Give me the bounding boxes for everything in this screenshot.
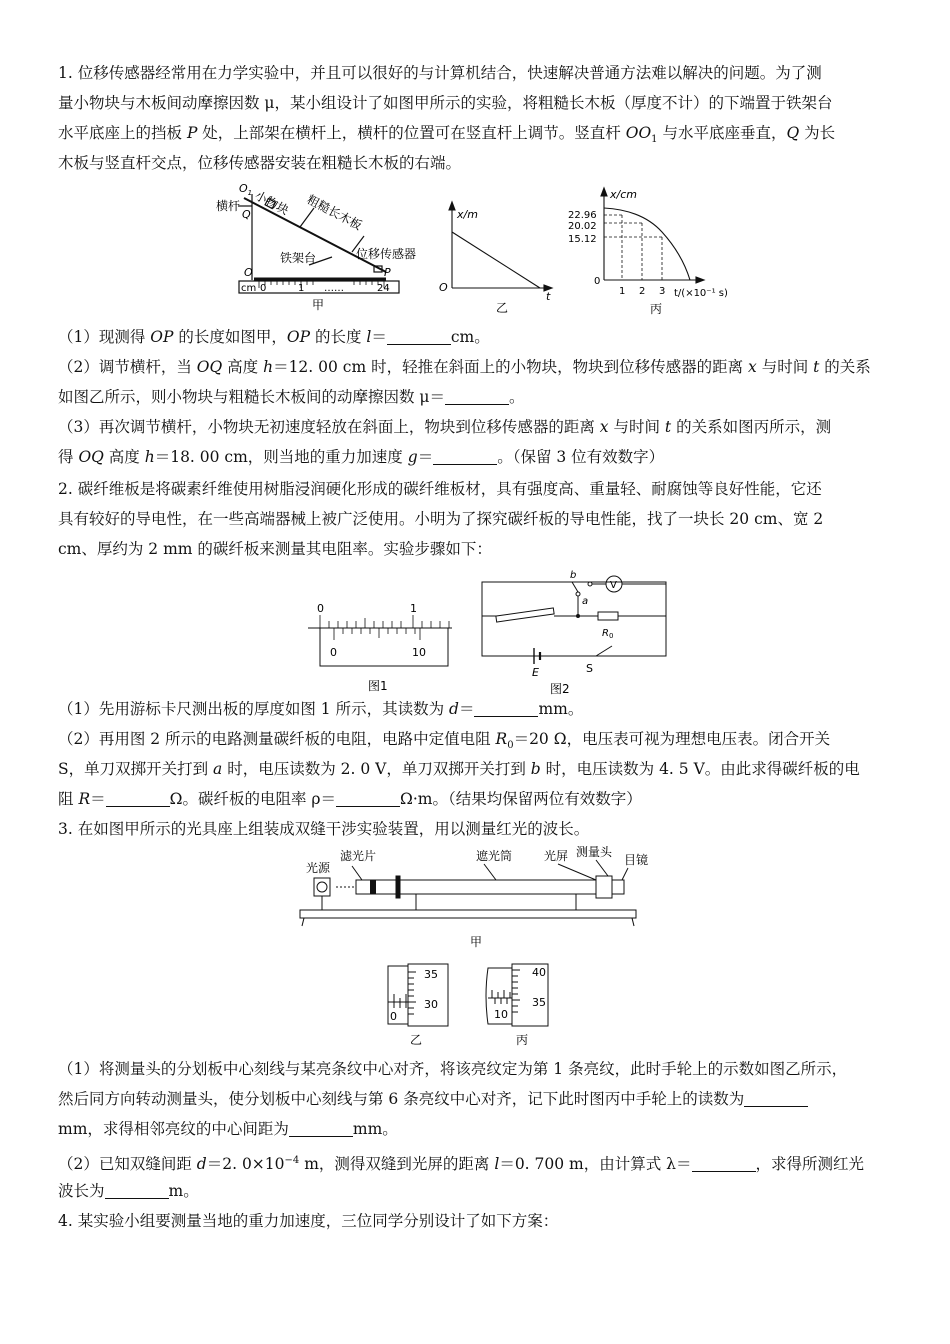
- label-tube: 遮光筒: [476, 849, 513, 863]
- caption-jia: 甲: [470, 935, 483, 949]
- main-scale-1: 1: [410, 602, 417, 615]
- q1-figure-yi: [436, 196, 556, 316]
- q2-line-3: cm、厚约为 2 mm 的碳纤板来测量其电阻率。实验步骤如下：: [58, 540, 492, 558]
- q3-figure-bing-micrometer: [482, 962, 568, 1048]
- yi-xlabel: t: [546, 290, 551, 303]
- yi-origin: O: [439, 281, 448, 294]
- q3-sub-1c: mm，求得相邻亮纹的中心间距为 mm。: [58, 1120, 398, 1138]
- q1-sub-1: （1）现测得 OP 的长度如图甲，OP 的长度 l＝ cm。: [58, 328, 490, 346]
- ruler-0: 0: [260, 283, 267, 294]
- q4-line-1: 4. 某实验小组要测量当地的重力加速度，三位同学分别设计了如下方案：: [58, 1212, 559, 1230]
- q1-sub-2a: （2）调节横杆，当 OQ 高度 h＝12. 00 cm 时，轻推在斜面上的小物块，物块到位移传感器的距离 x 与时间 t 的关系: [58, 358, 871, 376]
- caption-jia: 甲: [312, 298, 325, 312]
- q1-figure-bing: [562, 182, 742, 320]
- label-eyepiece: 目镜: [624, 853, 649, 867]
- caption-fig2: 图2: [550, 682, 570, 696]
- q2-line-1: 2. 碳纤维板是将碳素纤维使用树脂浸润硬化形成的碳纤维板材，具有强度高、重量轻、耐腐蚀等良好性能，它还: [58, 480, 822, 498]
- main-scale-0: 0: [317, 602, 324, 615]
- bing-40: 40: [532, 966, 546, 979]
- ruler-24: 24: [377, 283, 390, 294]
- q3-line-1: 3. 在如图甲所示的光具座上组装成双缝干涉实验装置，用以测量红光的波长。: [58, 820, 590, 838]
- label-sensor: 位移传感器: [356, 247, 417, 261]
- answer-blank[interactable]: [433, 446, 497, 465]
- q1-sub-2b: 如图乙所示，则小物块与粗糙长木板间的动摩擦因数 μ＝ 。: [58, 388, 525, 406]
- bing-y2: 20.02: [568, 221, 597, 232]
- answer-blank[interactable]: [289, 1118, 353, 1137]
- resistor-R0: $R_0$: [602, 628, 614, 640]
- label-board: 粗糙长木板: [304, 192, 365, 233]
- caption-bing: 丙: [516, 1033, 529, 1047]
- q3-sub-1b: 然后同方向转动测量头，使分划板中心刻线与第 6 条亮纹中心对齐，记下此时图丙中手轮上的读数为: [58, 1084, 894, 1114]
- answer-blank[interactable]: [445, 386, 509, 405]
- bing-origin: 0: [594, 276, 601, 287]
- q1-sub-3a: （3）再次调节横杆，小物块无初速度轻放在斜面上，物块到位移传感器的距离 x 与时间 t 的关系如图丙所示，测: [58, 418, 832, 436]
- bing-t3: 3: [659, 286, 666, 297]
- yi-0: 0: [390, 1010, 397, 1023]
- label-filter: 滤光片: [340, 849, 377, 863]
- label-P: P: [384, 266, 391, 279]
- q2-sub-2a: （2）再用图 2 所示的电路测量碳纤板的电阻，电路中定值电阻 $R_0=20$ Ω，电压表可视为理想电压表。闭合开关: [58, 730, 831, 752]
- q1-line-2: 量小物块与木板间动摩擦因数 μ，某小组设计了如图甲所示的实验，将粗糙长木板（厚度不计）的下端置于铁架台: [58, 94, 833, 112]
- bing-10: 10: [494, 1008, 508, 1021]
- q3-figure-jia-bench: [296, 846, 660, 952]
- q3-sub-2a: （2）已知双缝间距 d＝2. $0\times 10^{-4}$ m，测得双缝到光屏的距离 l＝0. 700 m，由计算式 λ＝ ，求得所测红光: [58, 1155, 865, 1174]
- q1-line-3: 水平底座上的挡板 P 处，上部架在横杆上，横杆的位置可在竖直杆上调节。竖直杆 $OO_1$ 与水平底座垂直，Q 为长: [58, 124, 836, 146]
- vernier-10: 10: [412, 646, 426, 659]
- caption-yi: 乙: [410, 1033, 423, 1047]
- q2-sub-2b: S，单刀双掷开关打到 a 时，电压读数为 2. 0 V，单刀双掷开关打到 b 时，电压读数为 4. 5 V。由此求得碳纤板的电: [58, 760, 860, 778]
- yi-ylabel: x/m: [457, 208, 478, 221]
- label-measure-head: 测量头: [576, 846, 613, 859]
- q1-figure-jia: [214, 180, 434, 315]
- bing-y3: 15.12: [568, 234, 597, 245]
- label-Q: Q: [242, 208, 251, 221]
- bing-ylabel: x/cm: [610, 188, 637, 201]
- bing-t2: 2: [639, 286, 646, 297]
- bing-t1: 1: [619, 286, 626, 297]
- caption-yi: 乙: [496, 301, 509, 315]
- switch-S: S: [586, 662, 593, 675]
- q2-figure-2-circuit: [474, 566, 674, 696]
- bing-xlabel: t/(×10⁻¹ s): [674, 288, 728, 299]
- answer-blank[interactable]: [474, 698, 538, 717]
- q1-line-1: 1. 位移传感器经常用在力学实验中，并且可以很好的与计算机结合，快速解决普通方法难以解决的问题。为了测: [58, 64, 822, 82]
- q2-sub-1: （1）先用游标卡尺测出板的厚度如图 1 所示，其读数为 d＝ mm。: [58, 700, 584, 718]
- q2-figure-1-vernier: [304, 598, 456, 698]
- label-block: 小物块: [252, 188, 291, 218]
- yi-35: 35: [424, 968, 438, 981]
- bing-y1: 22.96: [568, 210, 597, 221]
- ruler-1: 1: [298, 283, 305, 294]
- answer-blank[interactable]: [106, 788, 170, 807]
- answer-blank[interactable]: [105, 1180, 169, 1199]
- caption-fig1: 图1: [368, 679, 388, 693]
- answer-blank[interactable]: [692, 1153, 756, 1172]
- ruler-unit: cm: [241, 283, 257, 294]
- label-O1: $O_1$: [239, 182, 253, 197]
- vernier-0: 0: [330, 646, 337, 659]
- label-light-source: 光源: [306, 861, 331, 875]
- q1-sub-3b: 得 OQ 高度 h＝18. 00 cm，则当地的重力加速度 g＝ 。（保留 3 位有效数字）: [58, 448, 665, 466]
- q3-figure-yi-micrometer: [384, 962, 454, 1048]
- q1-line-4: 木板与竖直杆交点，位移传感器安装在粗糙长木板的右端。: [58, 154, 462, 172]
- switch-a: a: [582, 596, 589, 607]
- q3-sub-1a: （1）将测量头的分划板中心刻线与某亮条纹中心对齐，将该亮纹定为第 1 条亮纹，此时手轮上的示数如图乙所示，: [58, 1060, 848, 1078]
- ruler-dots: ……: [324, 283, 344, 294]
- bing-35: 35: [532, 996, 546, 1009]
- q2-sub-2c: 阻 R＝ Ω。碳纤板的电阻率 ρ＝ Ω·m。（结果均保留两位有效数字）: [58, 790, 642, 808]
- answer-blank[interactable]: [387, 326, 451, 345]
- label-crossbar: 横杆: [216, 199, 241, 213]
- caption-bing: 丙: [650, 302, 663, 316]
- answer-blank[interactable]: [744, 1088, 808, 1107]
- switch-b: b: [570, 570, 577, 581]
- label-O: O: [244, 266, 253, 279]
- voltmeter-V: V: [610, 580, 617, 591]
- yi-30: 30: [424, 998, 438, 1011]
- label-screen: 光屏: [544, 849, 569, 863]
- q3-sub-2b: 波长为 m。: [58, 1182, 199, 1200]
- q2-line-2: 具有较好的导电性，在一些高端器械上被广泛使用。小明为了探究碳纤板的导电性能，找了一块长 20 cm、宽 2: [58, 510, 824, 528]
- battery-E: E: [532, 666, 539, 679]
- label-stand: 铁架台: [280, 251, 317, 265]
- answer-blank[interactable]: [336, 788, 400, 807]
